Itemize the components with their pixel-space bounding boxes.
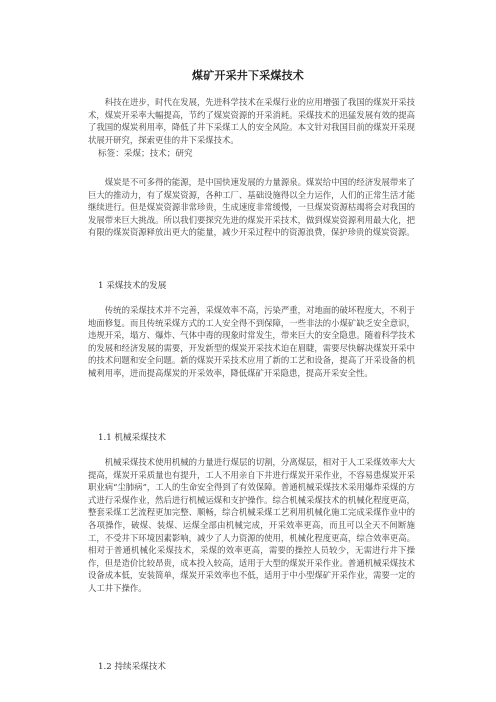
intro-paragraph: 煤炭是不可多得的能源，是中国快速发展的力量源泉。煤炭给中国的经济发展带来了巨大的推动力，有了煤炭资源，各种工厂、基础设施得以全力运作，人们的正常生活才能继续进行。但是煤炭资源非常珍贵，生成速度非常缓慢，一旦煤炭资源枯竭将会对我国的发展带来巨大挑战。所以我们要探究先进的煤炭开采技术，做到煤炭资源利用最大化，把有限的煤炭资源释放出更大的能量，减少开采过程中的资源浪费，保护珍贵的煤炭资源。 — [88, 177, 415, 238]
section-paragraph: 传统的采煤技术并不完善，采煤效率不高，污染严重，对地面的破坏程度大，不利于地面修复。而且传统采煤方式的工人安全得不到保障，一些非法的小煤矿缺乏安全意识，违规开采，塌方、爆炸、气体中毒的现象时常发生，带来巨大的安全隐患。随着科学技术的发展和经济发展的需要，开发新型的煤炭开采技术迫在眉睫，需要尽快解决煤炭开采中的技术问题和安全问题。新的煤炭开采技术应用了新的工艺和设备，提高了开采设备的机械利用率，进而提高煤炭的开采效率，降低煤矿开采隐患，提高开采安全性。 — [88, 305, 415, 378]
subsection-heading: 1.1 机械采煤技术 — [98, 433, 166, 443]
page-title: 煤矿开采井下采煤技术 — [192, 69, 304, 82]
subsection-heading: 1.2 持续采煤技术 — [98, 662, 166, 672]
section-heading: 1 采煤技术的发展 — [98, 281, 167, 291]
subsection-paragraph: 机械采煤技术使用机械的力量进行煤层的切割，分离煤层，相对于人工采煤效率大大提高，煤炭开采质量也有提升，工人不用亲自下井进行煤炭开采作业，不容易患煤炭开采职业病“尘肺病”，工人的生命安全得到了有效保障。普通机械采煤技术采用爆炸采煤的方式进行采煤作业，然后进行机械运煤和支护操作。综合机械采煤技术的机械化程度更高，整套采煤工艺流程更加完整、顺畅，综合机械采煤工艺利用机械化施工完成采煤作业中的各项操作，破煤、装煤、运煤全部由机械完成，开采效率更高，而且可以全天不间断施工，不受井下环境因素影响，减少了人力资源的使用，机械化程度更高，综合效率更高。相对于普通机械化采煤技术，采煤的效率更高，需要的操控人员较少，无需进行井下操作，但是造价比较昂贵，成本投入较高，适用于大型的煤炭开采作业。普通机械采煤技术设备成本低，安装简单，煤炭开采效率也不低，适用于中小型煤矿开采作业，需要一定的人工井下操作。 — [88, 457, 415, 593]
keywords-line: 标签：采煤；技术；研究 — [98, 149, 193, 159]
abstract-paragraph: 科技在进步，时代在发展，先进科学技术在采煤行业的应用增强了我国的煤炭开采技术，煤炭开采率大幅提高，节约了煤炭资源的开采消耗。采煤技术的迅猛发展有效的提高了我国的煤炭利用率，降低了井下采煤工人的安全风险。本文针对我国目前的煤炭开采现状展开研究，探索更佳的井下采煤技术。 — [88, 97, 415, 145]
